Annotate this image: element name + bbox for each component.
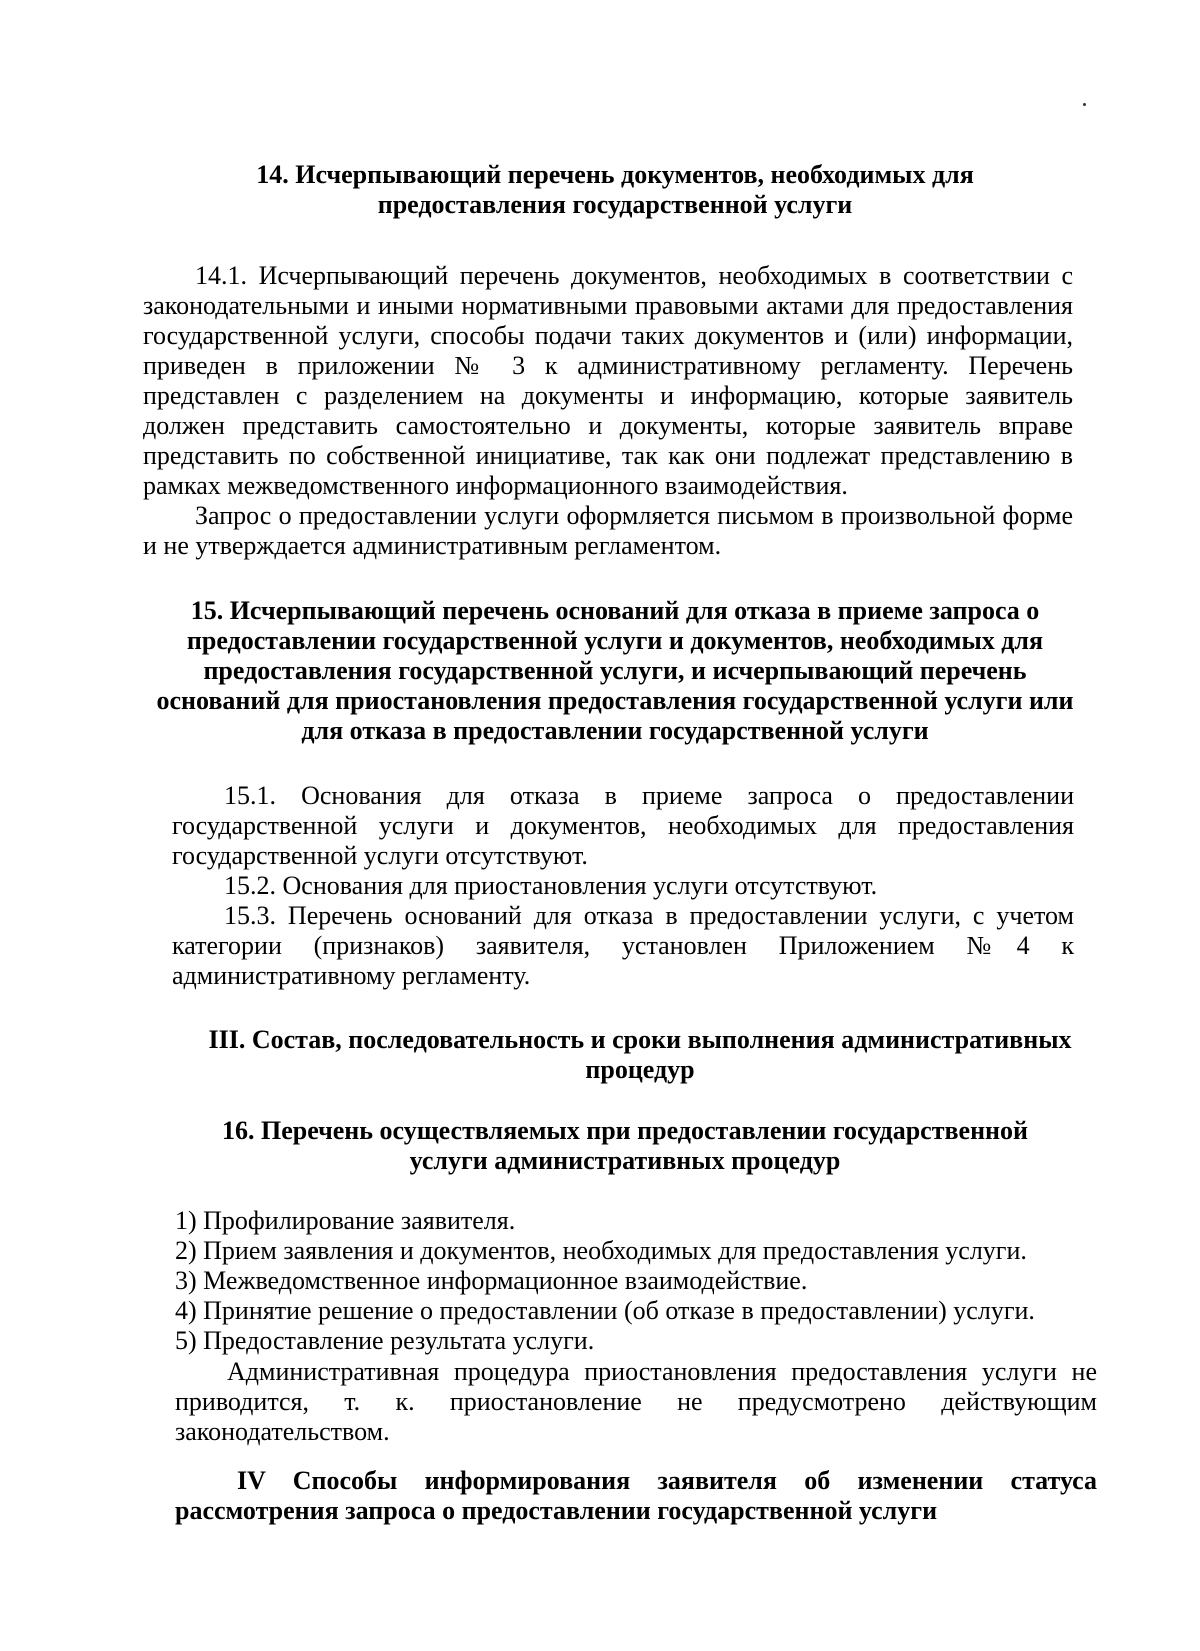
- section-14-paragraph-1: 14.1. Исчерпывающий перечень документов, необходимых в соответствии с законодательными и иными нормативными правовыми актами для предоставления государственной услуги, способы подачи таких документов и (или) информации, приведен в приложении № 3 к административному регламенту. Перечень представлен с разделением на документы и информацию, которые заявитель должен представить самостоятельно и документы, которые заявитель вправе представить по собственной инициативе, так как они подлежат представлению в рамках межведомственного информационного взаимодействия.: [143, 261, 1073, 500]
- section-15-heading-line1: 15. Исчерпывающий перечень оснований для отказа в приеме запроса о: [190, 596, 1040, 625]
- section-14-heading: [175, 160, 1055, 220]
- section-15-heading: [140, 596, 1090, 746]
- section-15-paragraph-1: 15.1. Основания для отказа в приеме запроса о предоставлении государственной услуги и документов, необходимых для предоставления государственной услуги отсутствуют.: [172, 781, 1074, 870]
- list-item: 2) Прием заявления и документов, необходимых для предоставления услуги.: [175, 1236, 1027, 1265]
- section-3-heading-line1: III. Состав, последовательность и сроки выполнения административных: [208, 1025, 1072, 1054]
- section-15-heading-line4: оснований для приостановления предоставления государственной услуги или: [156, 686, 1074, 715]
- section-15-heading-line5: для отказа в предоставлении государственной услуги: [301, 716, 929, 745]
- section-15-heading-line2: предоставлении государственной услуги и документов, необходимых для: [186, 626, 1044, 655]
- section-15-heading-line3: предоставления государственной услуги, и исчерпывающий перечень: [203, 656, 1027, 685]
- scan-speck: [1083, 103, 1086, 106]
- section-16-heading-line1: 16. Перечень осуществляемых при предоставлении государственной: [221, 1116, 1029, 1145]
- section-16-paragraph: Административная процедура приостановления предоставления услуги не приводится, т. к. приостановление не предусмотрено действующим законодательством.: [175, 1357, 1097, 1446]
- list-item: 1) Профилирование заявителя.: [175, 1206, 516, 1235]
- list-item: 5) Предоставление результата услуги.: [175, 1326, 595, 1355]
- section-14-heading-line1: 14. Исчерпывающий перечень документов, необходимых для: [256, 160, 974, 189]
- section-4-heading: IV Способы информирования заявителя об изменении статуса рассмотрения запроса о предоставлении государственной услуги: [175, 1466, 1097, 1525]
- list-item: 4) Принятие решение о предоставлении (об отказе в предоставлении) услуги.: [175, 1296, 1035, 1325]
- list-item: 3) Межведомственное информационное взаимодействие.: [175, 1266, 808, 1295]
- section-3-heading: [175, 1025, 1105, 1085]
- section-14-paragraph-2: Запрос о предоставлении услуги оформляется письмом в произвольной форме и не утверждается административным регламентом.: [143, 501, 1073, 560]
- section-16-heading-line2: услуги административных процедур: [409, 1146, 841, 1175]
- section-16-heading: [175, 1116, 1075, 1176]
- section-14-heading-line2: предоставления государственной услуги: [377, 190, 853, 219]
- section-15-paragraph-2: 15.2. Основания для приостановления услуги отсутствуют.: [224, 871, 878, 900]
- section-3-heading-line2: процедур: [585, 1055, 695, 1084]
- section-15-paragraph-3: 15.3. Перечень оснований для отказа в предоставлении услуги, с учетом категории (признаков) заявителя, установлен Приложением №4 к административному регламенту.: [172, 901, 1074, 990]
- procedure-list: [175, 1206, 1095, 1356]
